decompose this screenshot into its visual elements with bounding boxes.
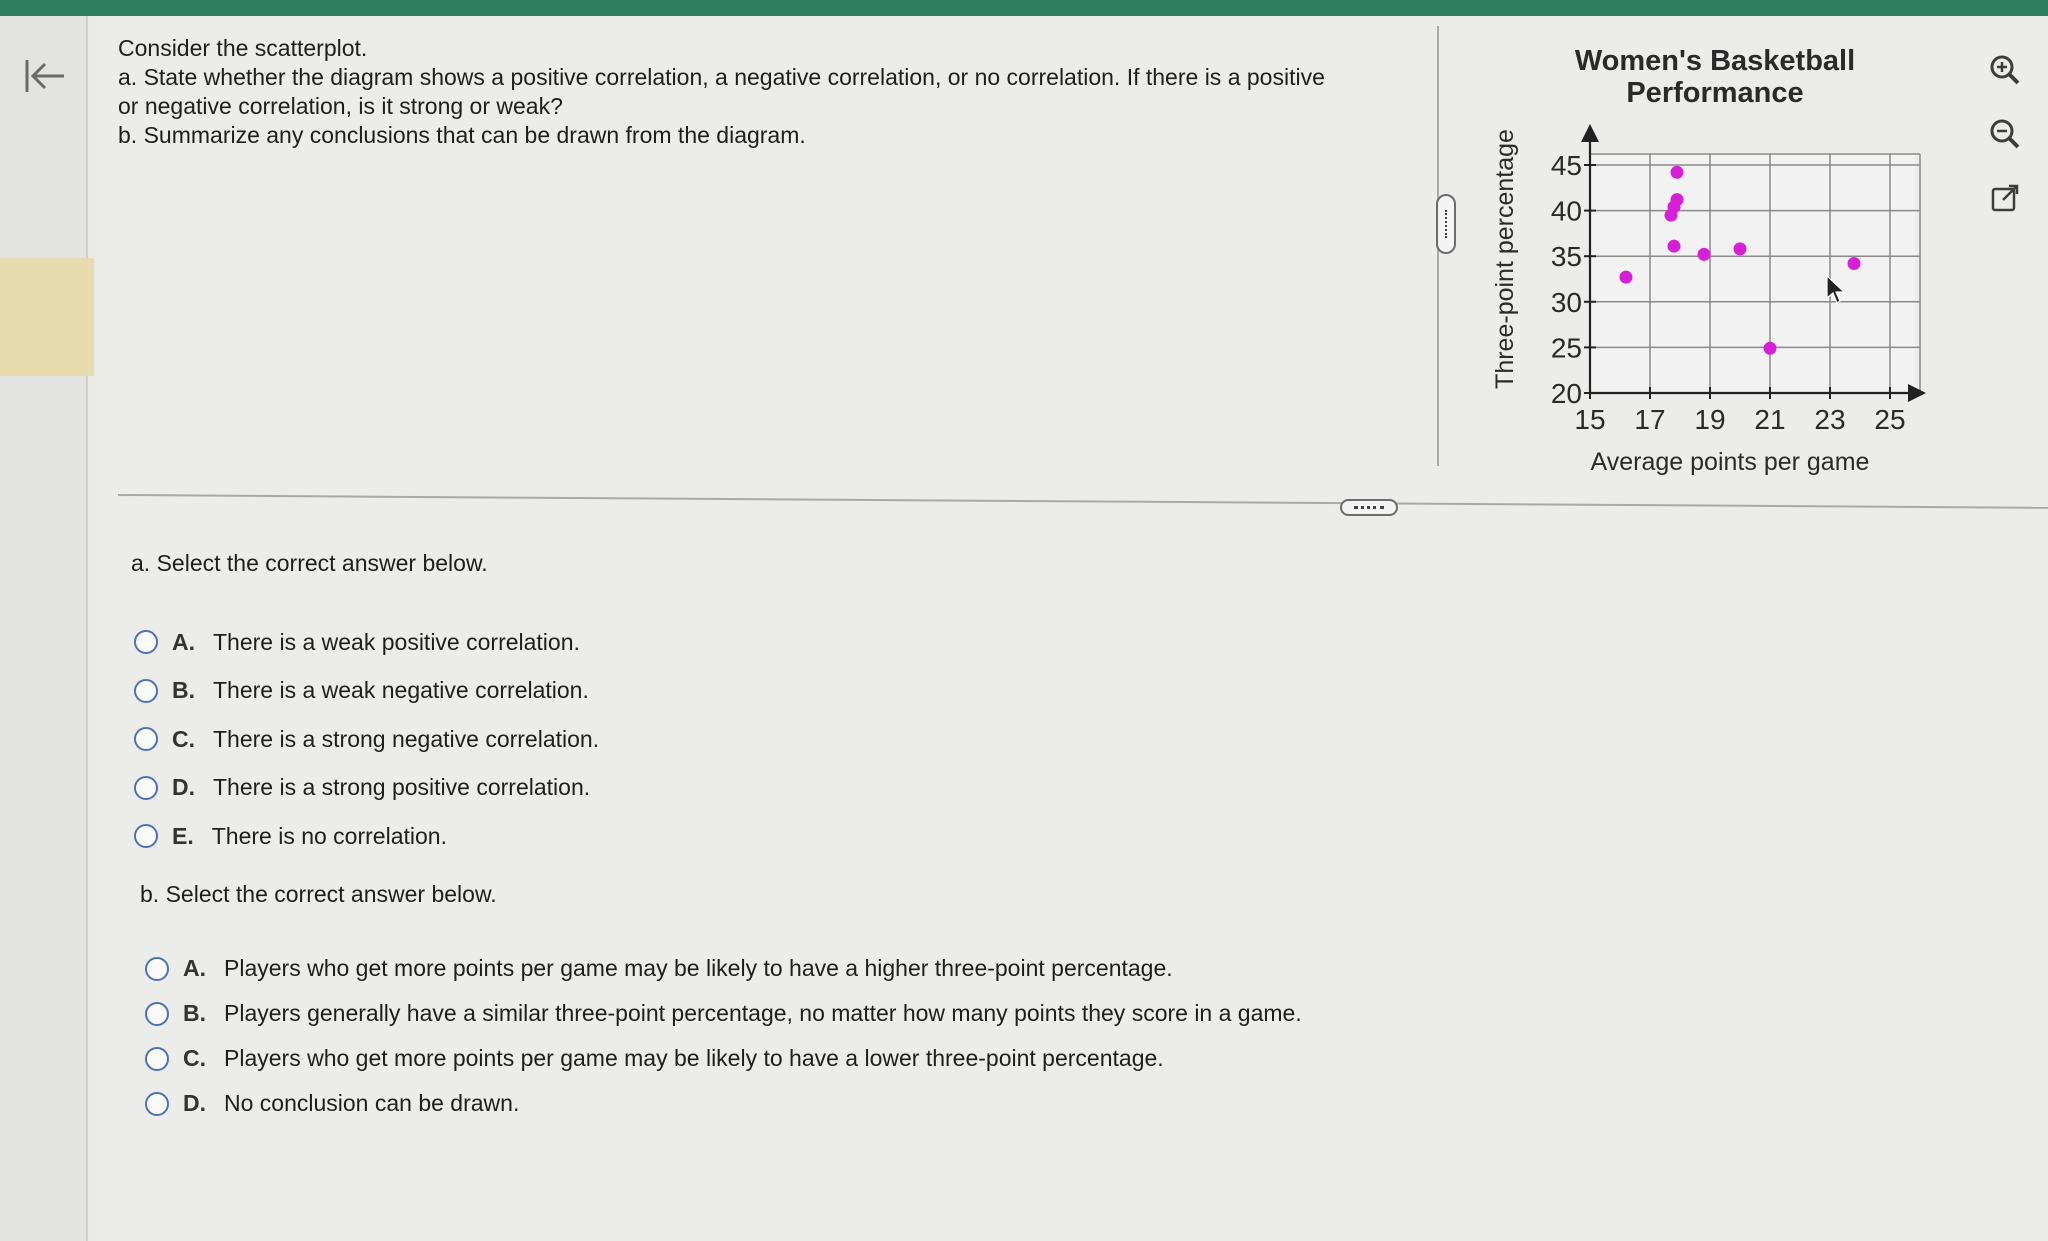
part-a-options (134, 618, 599, 861)
y-tick-label: 30 (1550, 286, 1582, 318)
data-point (1764, 342, 1777, 355)
x-tick-label: 21 (1754, 404, 1786, 435)
data-point (1671, 166, 1684, 179)
data-point (1671, 193, 1684, 206)
part-a-option-b[interactable] (134, 667, 599, 716)
x-tick-label: 19 (1694, 404, 1726, 435)
x-tick-label: 25 (1874, 404, 1906, 435)
back-arrow-icon[interactable] (20, 52, 68, 100)
radio-button[interactable] (134, 727, 158, 751)
option-letter: A. (172, 628, 195, 655)
option-text: Players generally have a similar three-point percentage, no matter how many points they score in a game. (224, 1000, 1302, 1026)
option-text: No conclusion can be drawn. (224, 1090, 520, 1116)
y-axis-arrow (1581, 124, 1599, 142)
y-tick-label: 20 (1550, 378, 1582, 409)
vertical-resize-handle[interactable] (1436, 194, 1456, 254)
part-b-option-c[interactable] (145, 1036, 1302, 1081)
radio-button[interactable] (134, 824, 158, 848)
question-line: b. Summarize any conclusions that can be drawn from the diagram. (118, 122, 806, 148)
x-tick-label: 15 (1574, 404, 1606, 435)
option-letter: E. (172, 822, 194, 849)
part-b-options (145, 946, 1302, 1126)
external-link-icon[interactable] (1985, 178, 2025, 218)
figure-tools (1985, 50, 2025, 242)
scatterplot-chart (1480, 30, 1950, 480)
y-tick-label: 35 (1550, 241, 1582, 273)
option-text: Players who get more points per game may be likely to have a lower three-point percentage. (224, 1045, 1164, 1071)
option-letter: A. (183, 955, 206, 981)
part-a-option-a[interactable] (134, 618, 599, 667)
option-letter: B. (172, 677, 195, 704)
rail-highlight (0, 258, 94, 376)
chart-title-line1: Women's Basketball (1574, 45, 1856, 77)
option-letter: D. (183, 1090, 206, 1116)
x-axis-arrow (1908, 384, 1926, 402)
part-a-prompt: a. Select the correct answer below. (131, 550, 488, 576)
radio-button[interactable] (145, 1047, 169, 1071)
scatterplot-figure (1480, 30, 1950, 480)
data-point (1668, 240, 1681, 253)
zoom-out-icon[interactable] (1985, 114, 2025, 154)
left-rail (0, 16, 88, 1241)
data-point (1698, 248, 1711, 261)
x-tick-label: 17 (1634, 404, 1666, 435)
radio-button[interactable] (134, 776, 158, 800)
part-b-prompt: b. Select the correct answer below. (140, 881, 497, 907)
part-b-option-b[interactable] (145, 991, 1302, 1036)
question-line: a. State whether the diagram shows a positive correlation, a negative correlation, or no correlation. If there is a positive (118, 64, 1325, 90)
chart-title-line2: Performance (1626, 77, 1804, 109)
part-b-option-a[interactable] (145, 946, 1302, 991)
y-tick-label: 45 (1550, 150, 1582, 181)
radio-button[interactable] (145, 957, 169, 981)
option-letter: C. (183, 1045, 206, 1071)
radio-button[interactable] (145, 1002, 169, 1026)
data-point (1848, 257, 1861, 270)
mouse-cursor-icon (1825, 274, 1847, 306)
horizontal-resize-handle[interactable] (1340, 499, 1398, 516)
option-letter: D. (172, 774, 195, 801)
part-a-option-c[interactable] (134, 715, 599, 764)
y-axis-label: Three-point percentage (1491, 129, 1519, 389)
plot-background (1590, 154, 1915, 393)
option-letter: C. (172, 725, 195, 752)
data-point (1734, 242, 1747, 255)
question-text (118, 34, 1418, 150)
zoom-in-icon[interactable] (1985, 50, 2025, 90)
y-tick-label: 40 (1550, 195, 1582, 227)
option-text: There is a strong negative correlation. (213, 725, 600, 752)
radio-button[interactable] (134, 679, 158, 703)
option-text: There is a weak negative correlation. (213, 677, 589, 704)
radio-button[interactable] (145, 1092, 169, 1116)
part-a-option-e[interactable] (134, 812, 599, 861)
x-tick-label: 23 (1814, 404, 1846, 435)
x-axis-label: Average points per game (1590, 448, 1870, 476)
data-point (1620, 271, 1633, 284)
y-tick-label: 25 (1550, 332, 1582, 364)
radio-button[interactable] (134, 630, 158, 654)
top-accent-bar (0, 0, 2048, 16)
question-line: or negative correlation, is it strong or weak? (118, 93, 563, 119)
option-text: There is a strong positive correlation. (213, 774, 591, 801)
part-a-option-d[interactable] (134, 764, 599, 813)
option-letter: B. (183, 1000, 206, 1026)
option-text: There is a weak positive correlation. (213, 628, 580, 655)
option-text: There is no correlation. (211, 822, 447, 849)
question-line: Consider the scatterplot. (118, 35, 368, 61)
part-b-option-d[interactable] (145, 1081, 1302, 1126)
option-text: Players who get more points per game may be likely to have a higher three-point percentage. (224, 955, 1173, 981)
